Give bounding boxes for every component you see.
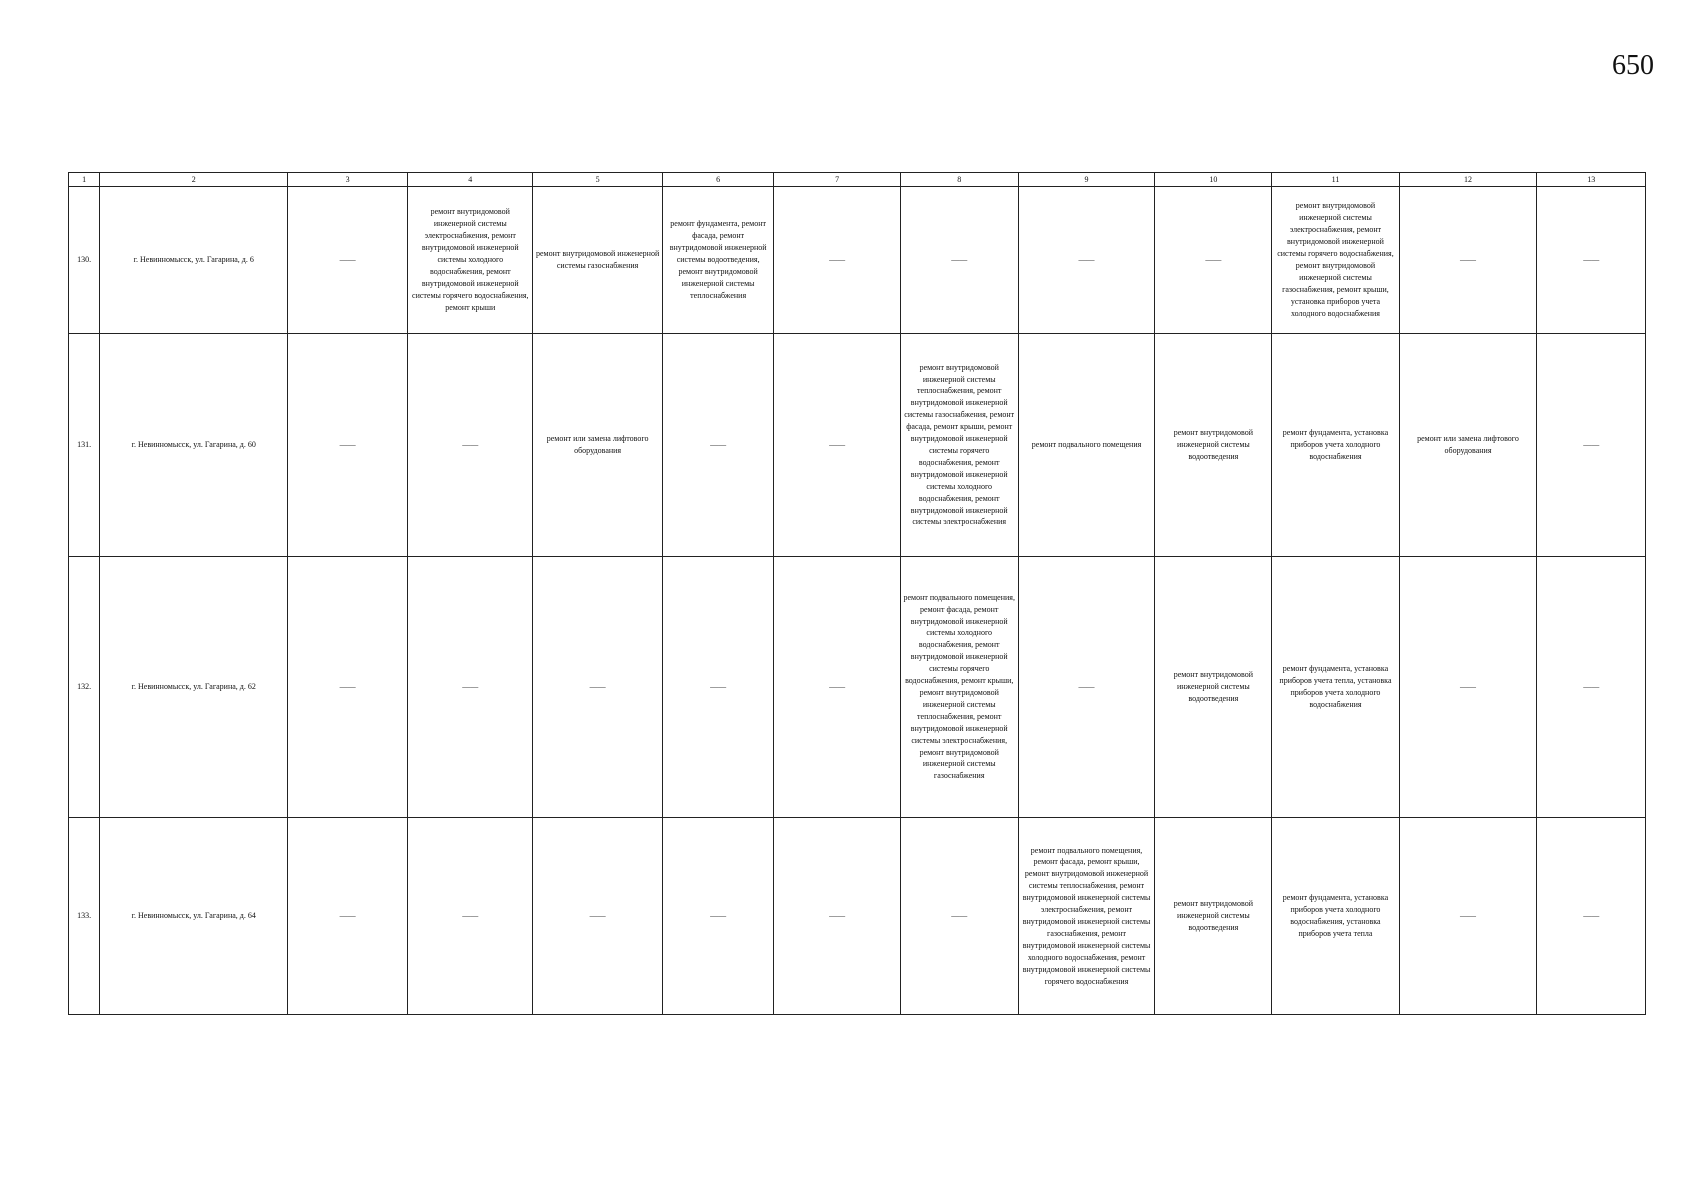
table-cell: ремонт подвального помещения bbox=[1018, 334, 1155, 557]
table-cell: —— bbox=[288, 557, 408, 818]
table-cell: —— bbox=[662, 818, 774, 1015]
table-cell: —— bbox=[774, 557, 900, 818]
header-cell: 2 bbox=[100, 173, 288, 187]
table-cell: ремонт или замена лифтового оборудования bbox=[1399, 334, 1537, 557]
page-number: 650 bbox=[1612, 50, 1654, 81]
table-cell: —— bbox=[288, 334, 408, 557]
row-number: 130. bbox=[69, 187, 100, 334]
header-cell: 1 bbox=[69, 173, 100, 187]
table-cell: ремонт внутридомовой инженерной системы теплоснабжения, ремонт внутридомовой инженерной системы газоснабжения, ремонт фасада, ремонт крыши, ремонт внутридомовой инженерной системы горячего водоснабжения, ремонт внутридомовой инженерной системы холодного водоснабжения, ремонт внутридомовой инженерной системы электроснабжения bbox=[900, 334, 1018, 557]
table-cell: —— bbox=[774, 187, 900, 334]
table-cell: —— bbox=[533, 818, 662, 1015]
table-cell: —— bbox=[900, 818, 1018, 1015]
header-cell: 4 bbox=[408, 173, 533, 187]
table-row bbox=[69, 187, 1646, 334]
table-cell: ремонт подвального помещения, ремонт фасада, ремонт крыши, ремонт внутридомовой инженерной системы теплоснабжения, ремонт внутридомовой инженерной системы электроснабжения, ремонт внутридомовой инженерной системы газоснабжения, ремонт внутридомовой инженерной системы холодного водоснабжения, ремонт внутридомовой инженерной системы горячего водоснабжения bbox=[1018, 818, 1155, 1015]
table-cell: —— bbox=[1537, 334, 1646, 557]
table-cell: —— bbox=[1018, 557, 1155, 818]
table-cell: ремонт фундамента, установка приборов учета тепла, установка приборов учета холодного водоснабжения bbox=[1272, 557, 1399, 818]
address-cell: г. Невинномысск, ул. Гагарина, д. 60 bbox=[100, 334, 288, 557]
header-row bbox=[69, 173, 1646, 187]
table-cell: —— bbox=[1155, 187, 1272, 334]
table-cell: —— bbox=[288, 818, 408, 1015]
table-cell: —— bbox=[662, 334, 774, 557]
table-cell: —— bbox=[900, 187, 1018, 334]
header-cell: 9 bbox=[1018, 173, 1155, 187]
table-cell: ремонт внутридомовой инженерной системы водоотведения bbox=[1155, 557, 1272, 818]
works-table bbox=[68, 172, 1646, 1015]
table-cell: ремонт фундамента, установка приборов учета холодного водоснабжения, установка приборов учета тепла bbox=[1272, 818, 1399, 1015]
table-cell: ремонт фундамента, установка приборов учета холодного водоснабжения bbox=[1272, 334, 1399, 557]
header-cell: 8 bbox=[900, 173, 1018, 187]
address-cell: г. Невинномысск, ул. Гагарина, д. 64 bbox=[100, 818, 288, 1015]
header-cell: 7 bbox=[774, 173, 900, 187]
table-cell: ремонт внутридомовой инженерной системы водоотведения bbox=[1155, 818, 1272, 1015]
table-cell: —— bbox=[408, 334, 533, 557]
table-cell: ремонт подвального помещения, ремонт фасада, ремонт внутридомовой инженерной системы холодного водоснабжения, ремонт внутридомовой инженерной системы горячего водоснабжения, ремонт крыши, ремонт внутридомовой инженерной системы теплоснабжения, ремонт внутридомовой инженерной системы электроснабжения, ремонт внутридомовой инженерной системы газоснабжения bbox=[900, 557, 1018, 818]
table-cell: —— bbox=[1399, 818, 1537, 1015]
address-cell: г. Невинномысск, ул. Гагарина, д. 6 bbox=[100, 187, 288, 334]
header-cell: 12 bbox=[1399, 173, 1537, 187]
header-cell: 11 bbox=[1272, 173, 1399, 187]
table-cell: —— bbox=[408, 818, 533, 1015]
table-cell: —— bbox=[1399, 557, 1537, 818]
table-cell: —— bbox=[288, 187, 408, 334]
table-cell: ремонт внутридомовой инженерной системы газоснабжения bbox=[533, 187, 662, 334]
table-cell: —— bbox=[408, 557, 533, 818]
row-number: 133. bbox=[69, 818, 100, 1015]
header-cell: 6 bbox=[662, 173, 774, 187]
table-row bbox=[69, 818, 1646, 1015]
address-cell: г. Невинномысск, ул. Гагарина, д. 62 bbox=[100, 557, 288, 818]
table-cell: ремонт фундамента, ремонт фасада, ремонт внутридомовой инженерной системы водоотведения, ремонт внутридомовой инженерной системы теплоснабжения bbox=[662, 187, 774, 334]
header-cell: 5 bbox=[533, 173, 662, 187]
table-cell: —— bbox=[1018, 187, 1155, 334]
header-cell: 3 bbox=[288, 173, 408, 187]
table-row bbox=[69, 557, 1646, 818]
table-cell: ремонт внутридомовой инженерной системы водоотведения bbox=[1155, 334, 1272, 557]
row-number: 131. bbox=[69, 334, 100, 557]
table-cell: —— bbox=[1399, 187, 1537, 334]
table-cell: —— bbox=[533, 557, 662, 818]
table-cell: —— bbox=[662, 557, 774, 818]
table-cell: ремонт или замена лифтового оборудования bbox=[533, 334, 662, 557]
table-cell: —— bbox=[1537, 557, 1646, 818]
table-cell: —— bbox=[1537, 818, 1646, 1015]
table-cell: —— bbox=[774, 818, 900, 1015]
row-number: 132. bbox=[69, 557, 100, 818]
table-cell: —— bbox=[774, 334, 900, 557]
table-cell: ремонт внутридомовой инженерной системы электроснабжения, ремонт внутридомовой инженерной системы холодного водоснабжения, ремонт внутридомовой инженерной системы горячего водоснабжения, ремонт крыши bbox=[408, 187, 533, 334]
table-row bbox=[69, 334, 1646, 557]
table-cell: ремонт внутридомовой инженерной системы электроснабжения, ремонт внутридомовой инженерной системы горячего водоснабжения, ремонт внутридомовой инженерной системы газоснабжения, ремонт крыши, установка приборов учета холодного водоснабжения bbox=[1272, 187, 1399, 334]
header-cell: 10 bbox=[1155, 173, 1272, 187]
header-cell: 13 bbox=[1537, 173, 1646, 187]
table-cell: —— bbox=[1537, 187, 1646, 334]
